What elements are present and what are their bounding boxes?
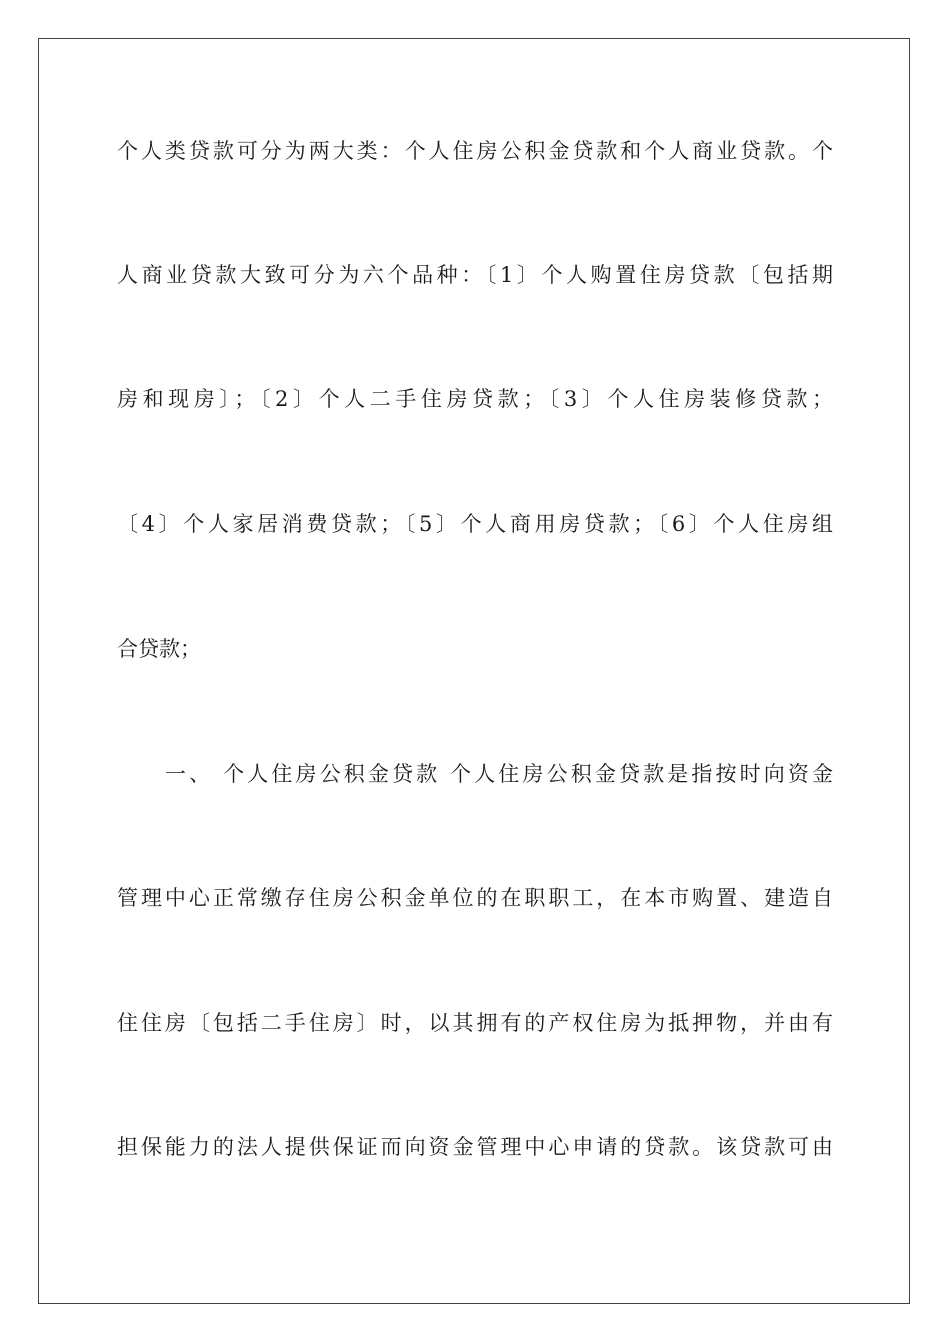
paragraph-line: 住住房〔包括二手住房〕时，以其拥有的产权住房为抵押物，并由有 (117, 1011, 833, 1035)
page-border (38, 38, 910, 1304)
paragraph-line: 人商业贷款大致可分为六个品种：〔1〕个人购置住房贷款〔包括期 (117, 263, 833, 287)
paragraph-line: 担保能力的法人提供保证而向资金管理中心申请的贷款。该贷款可由 (117, 1135, 833, 1159)
paragraph-line: 合贷款； (117, 637, 201, 661)
paragraph-line: 管理中心正常缴存住房公积金单位的在职职工，在本市购置、建造自 (117, 886, 833, 910)
paragraph-line: 个人类贷款可分为两大类：个人住房公积金贷款和个人商业贷款。个 (117, 139, 833, 163)
paragraph-line: 房和现房〕；〔2〕个人二手住房贷款；〔3〕个人住房装修贷款； (117, 387, 833, 411)
paragraph-line: 〔4〕个人家居消费贷款；〔5〕个人商用房贷款；〔6〕个人住房组 (117, 512, 833, 536)
section-heading-line: 一、 个人住房公积金贷款 个人住房公积金贷款是指按时向资金 (165, 762, 833, 786)
